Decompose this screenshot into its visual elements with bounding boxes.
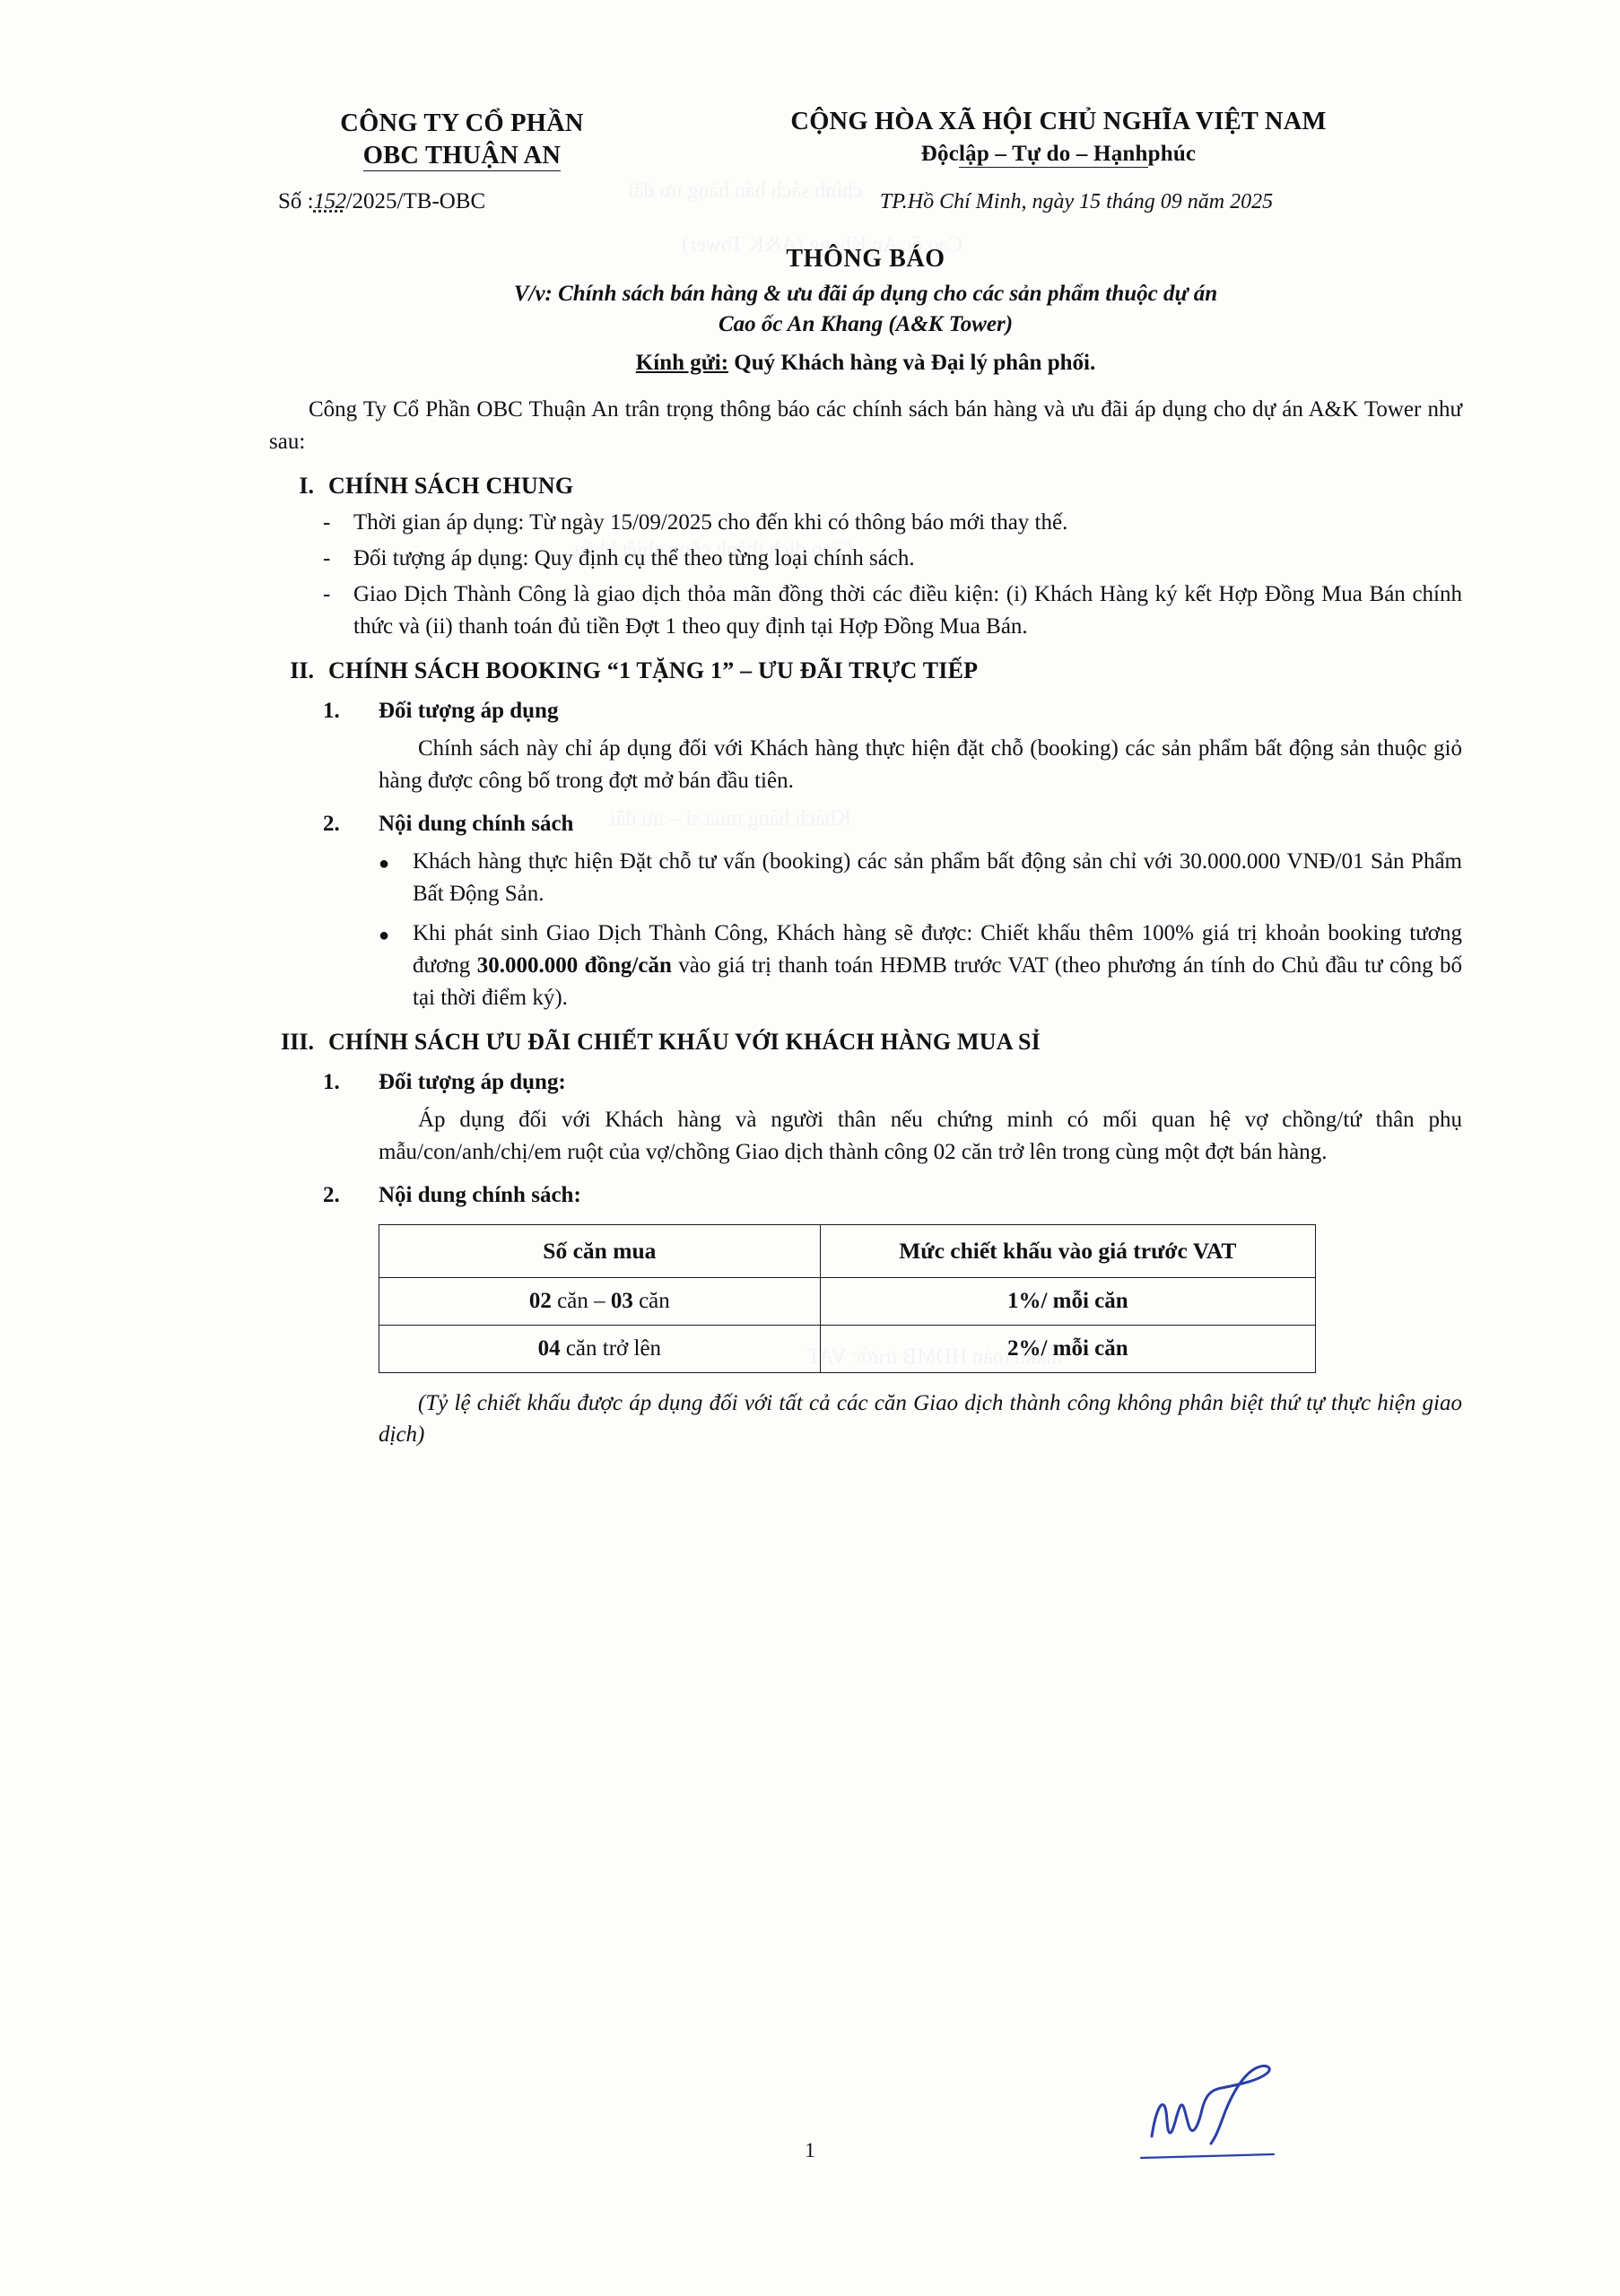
section-3-sub-2 xyxy=(269,1183,1462,1208)
intro-paragraph xyxy=(269,394,1462,458)
motto-part-2: lập – Tự do – Hạnh xyxy=(959,142,1148,166)
section-3-sub-1-number: 1. xyxy=(323,1069,340,1094)
bullet-text-part2: vào giá trị thanh toán HĐMB trước VAT (theo phương án tính do Chủ đầu tư công bố tại thời điểm ký). xyxy=(413,952,1463,1010)
title-block xyxy=(269,245,1462,376)
section-3 xyxy=(269,1029,1462,1056)
national-title: CỘNG HÒA XÃ HỘI CHỦ NGHĨA VIỆT NAM xyxy=(790,108,1327,135)
list-item xyxy=(379,846,1462,910)
list-item-text xyxy=(413,918,1462,1014)
section-3-sub-2-title: Nội dung chính sách: xyxy=(379,1182,581,1207)
section-2-number: II. xyxy=(290,657,314,683)
qty-bold-1: 02 xyxy=(528,1288,552,1313)
place-and-date: TP.Hồ Chí Minh, ngày 15 tháng 09 năm 2025 xyxy=(879,189,1274,213)
dash-marker: - xyxy=(323,581,331,606)
national-motto xyxy=(655,142,1462,167)
list-item-text: Giao Dịch Thành Công là giao dịch thỏa mãn đồng thời các điều kiện: (i) Khách Hàng ký kết Hợp Đồng Mua Bán chính thức và (ii) thanh toán đủ tiền Đợt 1 theo quy định tại Hợp Đồng Mua Bán. xyxy=(353,581,1462,639)
section-2-sub-2-title: Nội dung chính sách xyxy=(379,811,574,836)
section-1 xyxy=(269,473,1462,500)
company-name-line2: OBC THUẬN AN xyxy=(362,142,562,170)
document-subtitle-line2: Cao ốc An Khang (A&K Tower) xyxy=(718,311,1014,336)
section-2-sub-1-text: Chính sách này chỉ áp dụng đối với Khách hàng thực hiện đặt chỗ (booking) các sản phẩm bất động sản thuộc giỏ hàng được công bố trong đợt mở bán đầu tiên. xyxy=(379,735,1462,793)
section-3-title: CHÍNH SÁCH ƯU ĐÃI CHIẾT KHẤU VỚI KHÁCH HÀNG MUA SỈ xyxy=(328,1028,1041,1055)
section-1-number: I. xyxy=(299,472,314,499)
addressee xyxy=(269,351,1462,376)
motto-part-3: phúc xyxy=(1147,142,1197,166)
doc-number xyxy=(269,189,655,214)
qty-bold-1b: 03 xyxy=(610,1288,633,1313)
document-title: THÔNG BÁO xyxy=(786,244,945,273)
section-3-number: III. xyxy=(281,1028,314,1055)
section-3-sub-1-text: Áp dụng đối với Khách hàng và người thân nếu chứng minh có mối quan hệ vợ chồng/tứ thân phụ mẫu/con/anh/chị/em ruột của vợ/chồng Giao dịch thành công 02 căn trở lên trong cùng một đợt bán hàng. xyxy=(379,1107,1462,1164)
document-body xyxy=(269,108,1462,1451)
addressee-label: Kính gửi: xyxy=(635,350,729,375)
list-item xyxy=(379,918,1462,1014)
company-block xyxy=(269,108,655,173)
company-name-line1: CÔNG TY CỔ PHẦN xyxy=(340,109,584,137)
table-header-cell-discount: Mức chiết khấu vào giá trước VAT xyxy=(820,1224,1315,1277)
section-3-sub-1 xyxy=(269,1070,1462,1095)
national-block xyxy=(655,108,1462,167)
list-item xyxy=(323,578,1462,643)
table-cell-qty xyxy=(379,1325,821,1372)
list-item xyxy=(323,507,1462,539)
motto-part-1: Độc xyxy=(920,142,960,166)
bullet-icon: ● xyxy=(379,853,390,874)
addressee-value: Quý Khách hàng và Đại lý phân phối. xyxy=(734,350,1096,375)
qty-bold-2: 04 xyxy=(537,1335,561,1361)
section-2-sub-1 xyxy=(269,699,1462,724)
section-1-list xyxy=(269,507,1462,643)
doc-number-value: 152 xyxy=(313,188,346,213)
list-item-text: Khách hàng thực hiện Đặt chỗ tư vấn (booking) các sản phẩm bất động sản chỉ với 30.000.000 VNĐ/01 Sản Phẩm Bất Động Sản. xyxy=(413,848,1462,906)
bullet-icon: ● xyxy=(379,925,390,945)
qty-rest-1: căn – xyxy=(551,1288,611,1313)
dash-marker: - xyxy=(323,509,331,535)
doc-number-suffix: /2025/TB-OBC xyxy=(345,188,486,213)
table-cell-qty xyxy=(379,1277,821,1325)
bullet-text-part1: Khi phát sinh Giao Dịch Thành Công, Khách hàng sẽ được: Chiết khấu thêm 100% giá trị khoản booking tương đương xyxy=(413,920,1462,978)
list-item xyxy=(323,543,1462,575)
discount-table-wrapper xyxy=(269,1224,1462,1373)
doc-number-prefix: Số : xyxy=(278,188,314,213)
table-header-row xyxy=(379,1224,1316,1277)
bullet-amount-highlight: 30.000.000 đồng/căn xyxy=(476,952,672,978)
dash-marker: - xyxy=(323,545,331,570)
section-2-bullets xyxy=(269,846,1462,1014)
intro-text: Công Ty Cổ Phần OBC Thuận An trân trọng thông báo các chính sách bán hàng và ưu đãi áp dụng cho dự án A&K Tower như sau: xyxy=(269,396,1462,454)
table-header-cell-qty: Số căn mua xyxy=(379,1224,821,1277)
doc-number-row xyxy=(269,189,1462,214)
table-cell-discount xyxy=(820,1325,1315,1372)
list-item-text: Đối tượng áp dụng: Quy định cụ thể theo từng loại chính sách. xyxy=(353,545,915,570)
document-header xyxy=(269,108,1462,173)
discount-table xyxy=(379,1224,1316,1373)
section-2-sub-1-number: 1. xyxy=(323,698,340,723)
signature-mark xyxy=(1139,2054,1337,2179)
page-number: 1 xyxy=(805,2139,815,2161)
list-item-text: Thời gian áp dụng: Từ ngày 15/09/2025 cho đến khi có thông báo mới thay thế. xyxy=(353,509,1068,535)
section-2 xyxy=(269,657,1462,684)
discount-value-2: 2%/ mỗi căn xyxy=(1006,1335,1128,1361)
qty-rest-1b: căn xyxy=(632,1288,670,1313)
table-note-text: (Tỷ lệ chiết khấu được áp dụng đối với tất cả các căn Giao dịch thành công không phân biệt thứ tự thực hiện giao dịch) xyxy=(379,1390,1462,1448)
section-2-sub-1-paragraph xyxy=(269,733,1462,797)
table-row xyxy=(379,1325,1316,1372)
section-3-sub-1-paragraph xyxy=(269,1104,1462,1169)
section-2-sub-2 xyxy=(269,812,1462,837)
section-3-sub-2-number: 2. xyxy=(323,1182,340,1207)
section-2-sub-2-number: 2. xyxy=(323,811,340,836)
section-2-sub-1-title: Đối tượng áp dụng xyxy=(379,698,559,723)
section-3-sub-1-title: Đối tượng áp dụng: xyxy=(379,1069,566,1094)
table-note xyxy=(269,1387,1462,1451)
document-subtitle-line1: V/v: Chính sách bán hàng & ưu đãi áp dụng cho các sản phẩm thuộc dự án xyxy=(513,281,1218,306)
section-2-title: CHÍNH SÁCH BOOKING “1 TẶNG 1” – ƯU ĐÃI TRỰC TIẾP xyxy=(328,657,979,683)
discount-value-1: 1%/ mỗi căn xyxy=(1006,1288,1128,1313)
table-row xyxy=(379,1277,1316,1325)
table-cell-discount xyxy=(820,1277,1315,1325)
qty-rest-2: căn trở lên xyxy=(560,1335,662,1361)
section-1-title: CHÍNH SÁCH CHUNG xyxy=(328,472,574,499)
